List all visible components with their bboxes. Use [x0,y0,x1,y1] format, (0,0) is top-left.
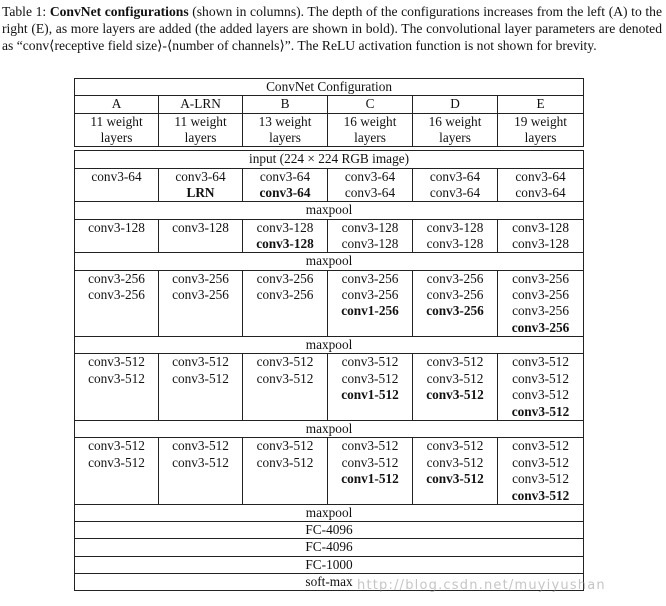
maxpool-layer-row [75,202,584,219]
layer-cell [498,438,584,505]
conv-block-row [75,438,584,505]
layer: conv3-128 [512,236,569,252]
added-layer: conv1-256 [341,303,399,319]
layer: conv3-512 [512,438,569,454]
layer: conv3-512 [172,438,229,454]
layer: conv3-512 [172,454,229,470]
layer: conv3-512 [341,370,399,386]
layer-cell [328,219,413,253]
layer-cell [413,270,498,337]
layer-cell [498,270,584,337]
layer: conv3-256 [512,287,569,303]
config-name: D [413,96,498,113]
input-layer: input (224 × 224 RGB image) [75,151,584,168]
convnet-configuration-table [74,78,584,591]
layer: conv3-512 [512,354,569,370]
layer: conv3-512 [88,354,145,370]
config-name: C [328,96,413,113]
layer-cell [498,354,584,421]
config-depth [243,113,328,147]
fc-layer: FC-4096 [75,522,584,539]
conv-block-row [75,219,584,253]
depth-line: 16 weight [343,113,397,129]
layer-cell [159,270,243,337]
layer-cell [159,168,243,202]
input-layer-row [75,151,584,168]
layer: conv3-512 [88,454,145,470]
softmax-layer: soft-max [75,573,584,590]
layer: conv3-64 [91,168,142,184]
layer: conv3-64 [515,185,566,201]
config-depth [159,113,243,147]
layer: conv3-512 [512,454,569,470]
layer: conv3-128 [256,219,314,235]
config-name: A [75,96,159,113]
fc-layer-row [75,522,584,539]
layer: conv3-512 [256,370,314,386]
depth-line: 11 weight [174,113,227,129]
config-depth [328,113,413,147]
layer: conv3-256 [426,287,484,303]
layer: conv3-128 [172,219,229,235]
maxpool-layer: maxpool [75,337,584,354]
conv-block-row [75,354,584,421]
layer: conv3-128 [426,236,484,252]
maxpool-layer: maxpool [75,202,584,219]
added-layer: conv3-256 [511,319,570,335]
depth-line: layers [100,130,133,146]
layer: conv3-512 [512,370,569,386]
added-layer: conv3-128 [256,236,314,252]
layer: conv3-128 [341,219,399,235]
layer-cell [413,219,498,253]
layer: conv3-128 [88,219,145,235]
layer-cell [243,270,328,337]
layer-cell [243,219,328,253]
added-layer: conv1-512 [341,387,399,403]
layer: conv3-256 [172,287,229,303]
layer-cell [75,438,159,505]
layer: conv3-512 [426,354,484,370]
conv-block-row [75,270,584,337]
layer: conv3-256 [88,287,145,303]
layer: conv3-256 [172,270,229,286]
depth-line: layers [184,130,217,146]
config-name: B [243,96,328,113]
layer: conv3-64 [515,168,566,184]
added-layer: conv3-64 [259,185,311,201]
maxpool-layer-row [75,253,584,270]
conv-block-row [75,168,584,202]
layer: conv3-64 [259,168,311,184]
added-layer: conv3-512 [511,403,570,419]
maxpool-layer: maxpool [75,421,584,438]
table-body [75,79,584,591]
layer: conv3-512 [426,370,484,386]
config-depth [498,113,584,147]
fc-layer: FC-1000 [75,556,584,573]
layer: conv3-256 [426,270,484,286]
depth-line: 11 weight [90,113,143,129]
layer: conv3-512 [341,354,399,370]
layer-cell [243,168,328,202]
layer: conv3-128 [512,219,569,235]
table-title-row [75,79,584,96]
watermark: http://blog.csdn.net/muyiyushan [357,578,606,593]
layer: conv3-512 [512,387,569,403]
layer: conv3-512 [88,438,145,454]
layer: conv3-256 [512,270,569,286]
layer: conv3-64 [429,168,481,184]
fc-layer-row [75,556,584,573]
fc-layer-row [75,539,584,556]
layer-cell [413,168,498,202]
layer-cell [243,438,328,505]
layer-cell [413,438,498,505]
layer: conv3-64 [429,185,481,201]
added-layer: conv1-512 [341,471,399,487]
layer-cell [498,219,584,253]
config-depth-row [75,113,584,147]
layer: conv3-256 [512,303,569,319]
maxpool-layer-row [75,337,584,354]
layer-cell [159,354,243,421]
layer-cell [75,270,159,337]
layer: conv3-512 [426,438,484,454]
layer-cell [328,438,413,505]
layer: conv3-128 [426,219,484,235]
depth-line: 19 weight [514,113,567,129]
caption-lead [2,4,189,19]
maxpool-layer: maxpool [75,504,584,521]
added-layer: LRN [186,185,215,201]
depth-line: layers [354,130,386,146]
table-title: ConvNet Configuration [75,79,584,96]
table-caption [2,3,662,54]
layer: conv3-256 [256,270,314,286]
depth-line: layers [269,130,301,146]
layer-cell [328,270,413,337]
layer: conv3-512 [341,438,399,454]
depth-line: layers [524,130,557,146]
depth-line: 13 weight [258,113,312,129]
layer-cell [75,219,159,253]
layer: conv3-64 [175,168,226,184]
layer-cell [75,354,159,421]
depth-line: layers [439,130,471,146]
layer: conv3-64 [344,168,396,184]
caption-label: Table 1: [2,4,47,19]
layer: conv3-128 [341,236,399,252]
added-layer: conv3-512 [426,387,484,403]
layer: conv3-256 [256,287,314,303]
layer: conv3-512 [88,370,145,386]
fc-layer: FC-4096 [75,539,584,556]
layer: conv3-512 [256,438,314,454]
layer-cell [328,168,413,202]
layer: conv3-512 [172,370,229,386]
layer-cell [159,219,243,253]
layer: conv3-512 [172,354,229,370]
maxpool-layer-row [75,421,584,438]
depth-line: 16 weight [428,113,482,129]
layer: conv3-512 [256,354,314,370]
config-depth [413,113,498,147]
layer-cell [328,354,413,421]
layer: conv3-256 [88,270,145,286]
layer-cell [75,168,159,202]
layer: conv3-256 [341,270,399,286]
added-layer: conv3-512 [426,471,484,487]
layer: conv3-64 [344,185,396,201]
added-layer: conv3-256 [426,303,484,319]
layer: conv3-256 [341,287,399,303]
layer: conv3-512 [426,454,484,470]
config-name: A-LRN [159,96,243,113]
layer: conv3-512 [256,454,314,470]
layer: conv3-512 [341,454,399,470]
layer-cell [413,354,498,421]
layer-cell [159,438,243,505]
maxpool-layer: maxpool [75,253,584,270]
config-name-row [75,96,584,113]
layer: conv3-512 [512,471,569,487]
config-depth [75,113,159,147]
config-name: E [498,96,584,113]
maxpool-layer-row [75,504,584,521]
added-layer: conv3-512 [511,487,570,503]
caption-title: ConvNet configurations [49,4,189,19]
layer-cell [498,168,584,202]
layer-cell [243,354,328,421]
caption-text: (shown in columns). The depth of the configurations increases from the left (A) to the right (E), as more layers are added (the added layers are shown in bold). The convolutional layer parameters are denoted as “conv⟨receptive field size⟩-⟨number of channels⟩”. The ReLU activation function is not shown for brevity. [2,4,662,53]
